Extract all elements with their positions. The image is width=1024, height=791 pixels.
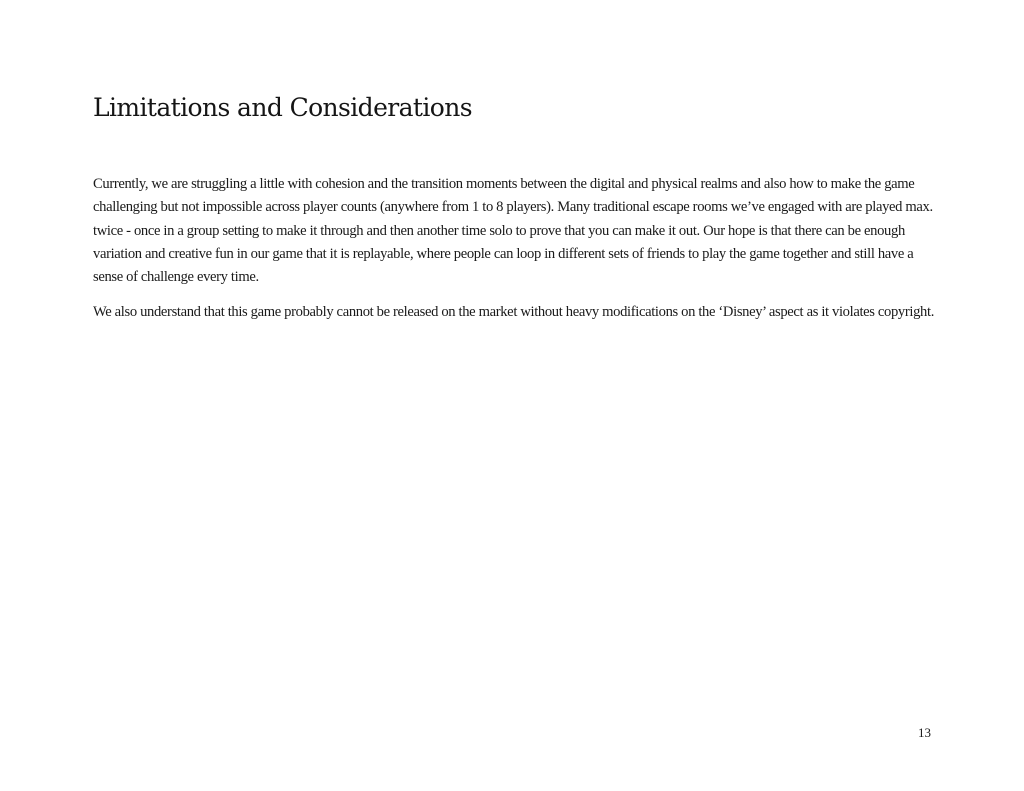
page-title: Limitations and Considerations <box>93 93 472 122</box>
paragraph-challenges: Currently, we are struggling a little with cohesion and the transition moments between the digital and physical realms and also how to make the game challenging but not impossible across player counts (anywhere from 1 to 8 players). Many traditional escape rooms we’ve engaged with are played max. twice - once in a group setting to make it through and then another time solo to prove that you can make it out. Our hope is that there can be enough variation and creative fun in our game that it is replayable, where people can loop in different sets of friends to play the game together and still have a sense of challenge every time. <box>93 176 933 286</box>
body-text <box>93 173 939 325</box>
paragraph-copyright: We also understand that this game probably cannot be released on the market without heavy modifications on the ‘Disney’ aspect as it violates copyright. <box>93 304 934 321</box>
page-number: 13 <box>918 725 931 740</box>
